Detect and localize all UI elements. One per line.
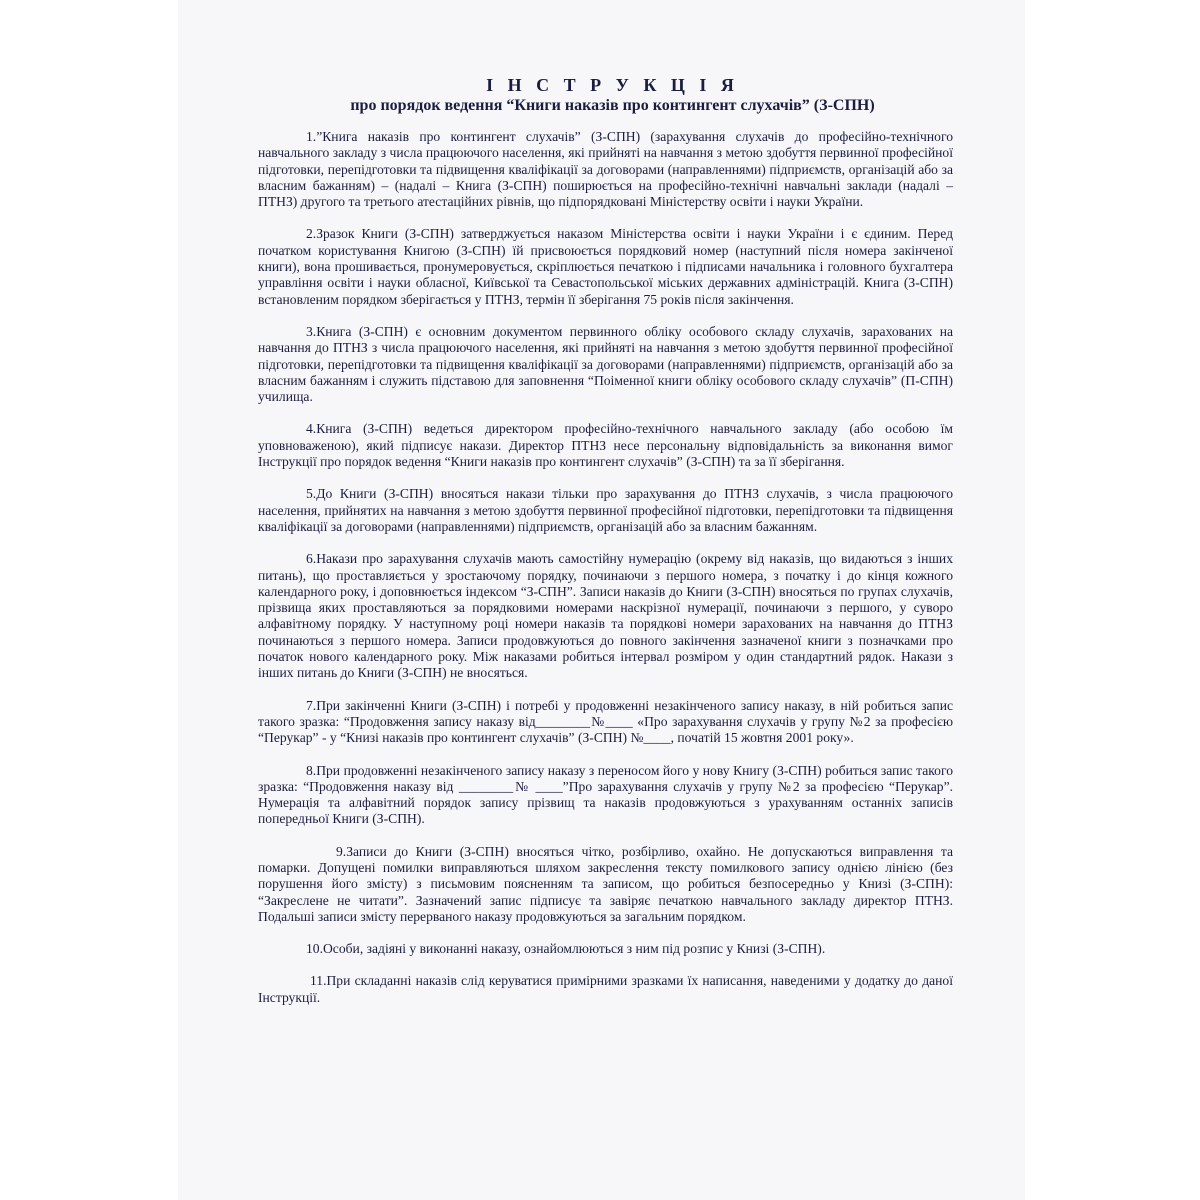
paragraph-9: 9.Записи до Книги (З-СПН) вносяться чітко, розбірливо, охайно. Не допускаються виправлення та помарки. Допущені помилки виправляються шляхом закреслення тексту помилкового запису однією лінією (без порушення його змісту) з письмовим поясненням та записом, що робиться безпосередньо у Книзі (З-СПН): “Закреслене не читати”. Зазначений запис підписує та завіряє печаткою навчального закладу директор ПТНЗ. Подальші записи змісту перерваного наказу продовжуються за загальним порядком. [258, 843, 953, 924]
document-subtitle: про порядок ведення “Книги наказів про контингент слухачів” (З-СПН) [350, 97, 875, 114]
paragraph-8: 8.При продовженні незакінченого запису наказу з переносом його у нову Книгу (З-СПН) робиться запис такого зразка: “Продовження наказу від ________№ ____”Про зарахування слухачів у групу №2 за професією “Перукар”. Нумерація та алфавітний порядок запису прізвищ та наказів продовжуються з урахуванням останніх записів попередньої Книги (З-СПН). [258, 762, 953, 827]
paragraph-11: 11.При складанні наказів слід керуватися примірними зразками їх написання, наведеними у додатку до даної Інструкції. [258, 973, 953, 1005]
paragraph-1: 1.”Книга наказів про контингент слухачів” (З-СПН) (зарахування слухачів до професійно-технічного навчального закладу з числа працюючого населення, які прийняті на навчання з метою здобуття первинної професійної підготовки, перепідготовки та підвищення кваліфікації за договорами (направленнями) підприємств, організацій або за власним бажанням) – (надалі – Книга (З-СПН) поширюється на професійно-технічні навчальні заклади (надалі – ПТНЗ) другого та третього атестаційних рівнів, що підпорядковані Міністерству освіти і науки України. [258, 129, 953, 210]
paragraph-7: 7.При закінченні Книги (З-СПН) і потребі у продовженні незакінченого запису наказу, в ній робиться запис такого зразка: “Продовження запису наказу від________№____ «Про зарахування слухачів у групу №2 за професією “Перукар” - у “Книзі наказів про контингент слухачів” (З-СПН) №____, початій 15 жовтня 2001 року». [258, 697, 953, 746]
paragraph-2: 2.Зразок Книги (З-СПН) затверджується наказом Міністерства освіти і науки України і є єдиним. Перед початком користування Книгою (З-СПН) їй присвоюється порядковий номер (наступний після номера закінченої книги), вона прошивається, пронумеровується, скріплюється печаткою і підписами начальника і головного бухгалтера управління освіти і науки обласної, Київської та Севастопольської міських державних адміністрацій. Книга (З-СПН) встановленим порядком зберігається у ПТНЗ, термін її зберігання 75 років після закінчення. [258, 226, 953, 307]
paragraph-4: 4.Книга (З-СПН) ведеться директором професійно-технічного навчального закладу (або особою їм уповноваженою), який підписує накази. Директор ПТНЗ несе персональну відповідальність за виконання вимог Інструкції про порядок ведення “Книги наказів про контингент слухачів” (З-СПН) та за її зберігання. [258, 421, 953, 470]
paragraph-5: 5.До Книги (З-СПН) вносяться накази тільки про зарахування до ПТНЗ слухачів, з числа працюючого населення, прийнятих на навчання з метою здобуття первинної професійної підготовки, перепідготовки та підвищення кваліфікації за договорами (направленнями) підприємств, організацій або за власним бажанням. [258, 486, 953, 534]
document-title: І Н С Т Р У К Ц І Я [486, 75, 739, 95]
paragraph-10: 10.Особи, задіяні у виконанні наказу, ознайомлюються з ним під розпис у Книзі (З-СПН). [306, 941, 826, 957]
paragraph-6: 6.Накази про зарахування слухачів мають самостійну нумерацію (окрему від наказів, що видаються з інших питань), що проставляється у зростаючому порядку, починаючи з першого номера, з початку і до кінця кожного календарного року, і доповнюється індексом “З-СПН”. Записи наказів до Книги (З-СПН) вносяться по групах слухачів, прізвища яких проставляються за порядковими номерами наскрізної нумерації, починаючи з першого, у суворо алфавітному порядку. У наступному році номери наказів та порядкові номери зарахованих на навчання до ПТНЗ починаються з першого номера. Записи продовжуються до повного закінчення зазначеної книги з позначками про початок нового календарного року. Між наказами робиться інтервал розміром у один стандартний рядок. Накази з інших питань до Книги (З-СПН) не вносяться. [258, 551, 953, 681]
paragraph-3: 3.Книга (З-СПН) є основним документом первинного обліку особового складу слухачів, зарахованих на навчання до ПТНЗ з числа працюючого населення, які прийняті на навчання з метою здобуття первинної професійної підготовки, перепідготовки та підвищення кваліфікації за договорами (направленнями) підприємств, організацій або за власним бажанням і служить підставою для заповнення “Поіменної книги обліку особового складу слухачів” (П-СПН) училища. [258, 323, 953, 405]
document-body [258, 74, 953, 1022]
